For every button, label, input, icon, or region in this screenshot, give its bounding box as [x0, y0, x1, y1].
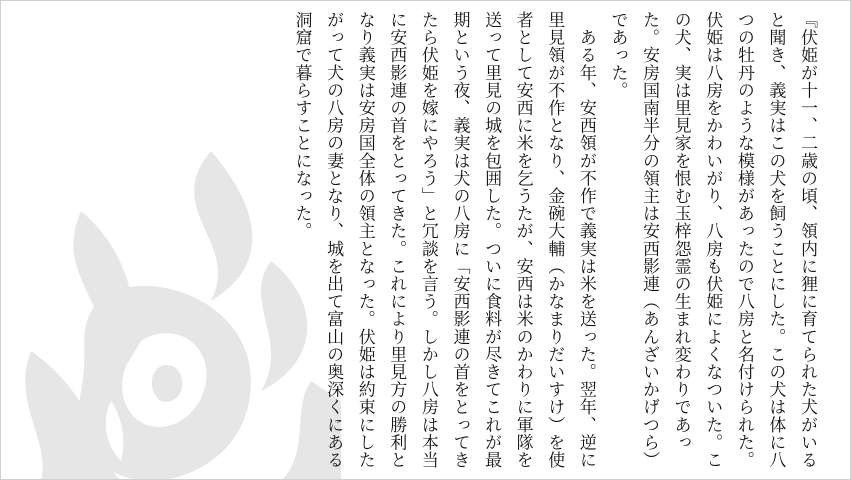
- paragraph-1: 『伏姫が十一、二歳の頃、領内に狸に育てられた犬がいると聞き、義実はこの犬を飼うことにした。この犬は体に八つの牡丹のような模様があったので八房と名付けられた。伏姫は八房をかわいがり、八房も伏姫によくなついた。この犬、実は里見家を恨む玉梓怨霊の生まれ変わりであった。安房国南半分の領主は安西影連（あんざいかげつら）であった。: [607, 11, 817, 469]
- vertical-text-body: [285, 11, 822, 473]
- paragraph-2: ある年、安西領が不作で義実は米を送った。翌年、逆に里見領が不作となり、金碗大輔（かなまりだいすけ）を使者として安西に米を乞うたが、安西は米のかわりに軍隊を送って里見の城を包囲した。ついに食料が尽きてこれが最期という夜、義実は犬の八房に「安西影連の首をとってきたら伏姫を嫁にやろう」と冗談を言う。しかし八房は本当に安西影連の首をとってきた。これにより里見方の勝利となり義実は安房国全体の領主となった。伏姫は約束にしたがって犬の八房の妻となり、城を出て富山の奥深くにある洞窟で暮らすことになった。: [291, 11, 596, 469]
